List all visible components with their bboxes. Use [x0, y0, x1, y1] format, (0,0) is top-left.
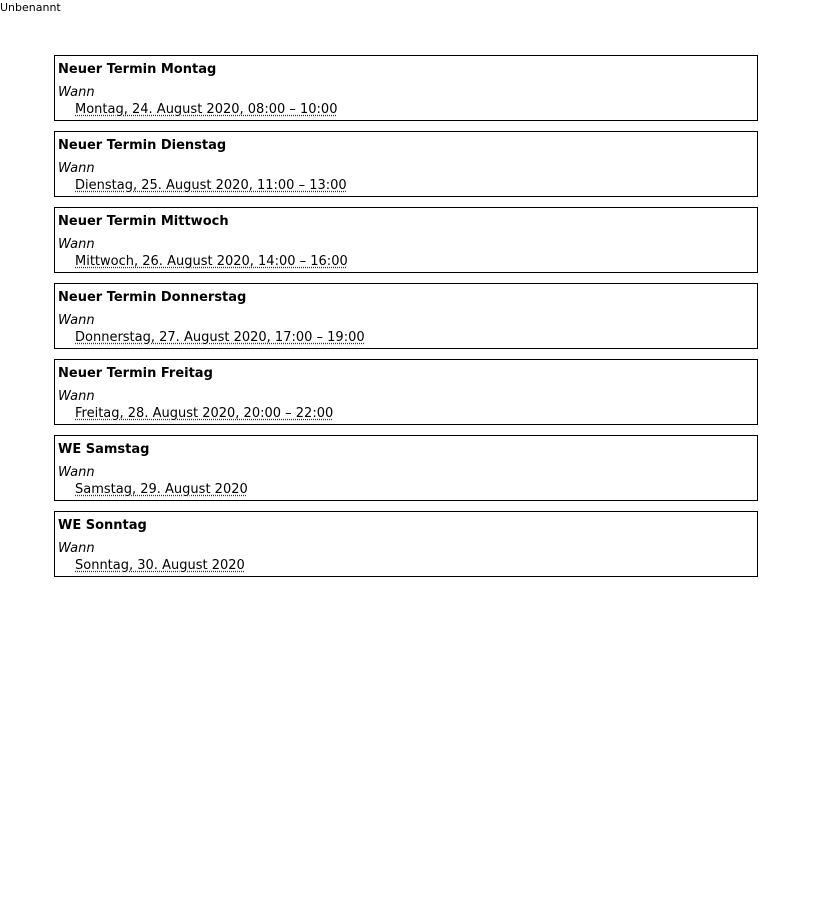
- event-when-link[interactable]: Montag, 24. August 2020, 08:00 – 10:00: [75, 102, 338, 117]
- event-title: WE Sonntag: [58, 518, 147, 533]
- page-title: Unbenannt: [0, 1, 61, 14]
- event-title: Neuer Termin Mittwoch: [58, 214, 229, 229]
- event-when-label: Wann: [58, 541, 95, 556]
- event-card-thursday: [54, 283, 758, 349]
- event-when-link[interactable]: Freitag, 28. August 2020, 20:00 – 22:00: [75, 406, 334, 421]
- event-when-label: Wann: [58, 465, 95, 480]
- event-card-friday: [54, 359, 758, 425]
- event-when-label: Wann: [58, 313, 95, 328]
- event-card-wednesday: [54, 207, 758, 273]
- event-card-sunday: [54, 511, 758, 577]
- event-when-label: Wann: [58, 237, 95, 252]
- event-title: Neuer Termin Freitag: [58, 366, 213, 381]
- event-when-link[interactable]: Mittwoch, 26. August 2020, 14:00 – 16:00: [75, 254, 348, 269]
- event-when-link[interactable]: Dienstag, 25. August 2020, 11:00 – 13:00: [75, 178, 347, 193]
- event-when-link[interactable]: Sonntag, 30. August 2020: [75, 558, 245, 573]
- event-title: Neuer Termin Donnerstag: [58, 290, 247, 305]
- event-card-saturday: [54, 435, 758, 501]
- event-when-label: Wann: [58, 161, 95, 176]
- event-card-monday: [54, 55, 758, 121]
- event-when-label: Wann: [58, 389, 95, 404]
- event-when-link[interactable]: Samstag, 29. August 2020: [75, 482, 248, 497]
- event-card-tuesday: [54, 131, 758, 197]
- event-list: [54, 55, 758, 587]
- event-when-label: Wann: [58, 85, 95, 100]
- event-when-link[interactable]: Donnerstag, 27. August 2020, 17:00 – 19:00: [75, 330, 365, 345]
- event-title: Neuer Termin Montag: [58, 62, 217, 77]
- event-title: WE Samstag: [58, 442, 150, 457]
- event-title: Neuer Termin Dienstag: [58, 138, 227, 153]
